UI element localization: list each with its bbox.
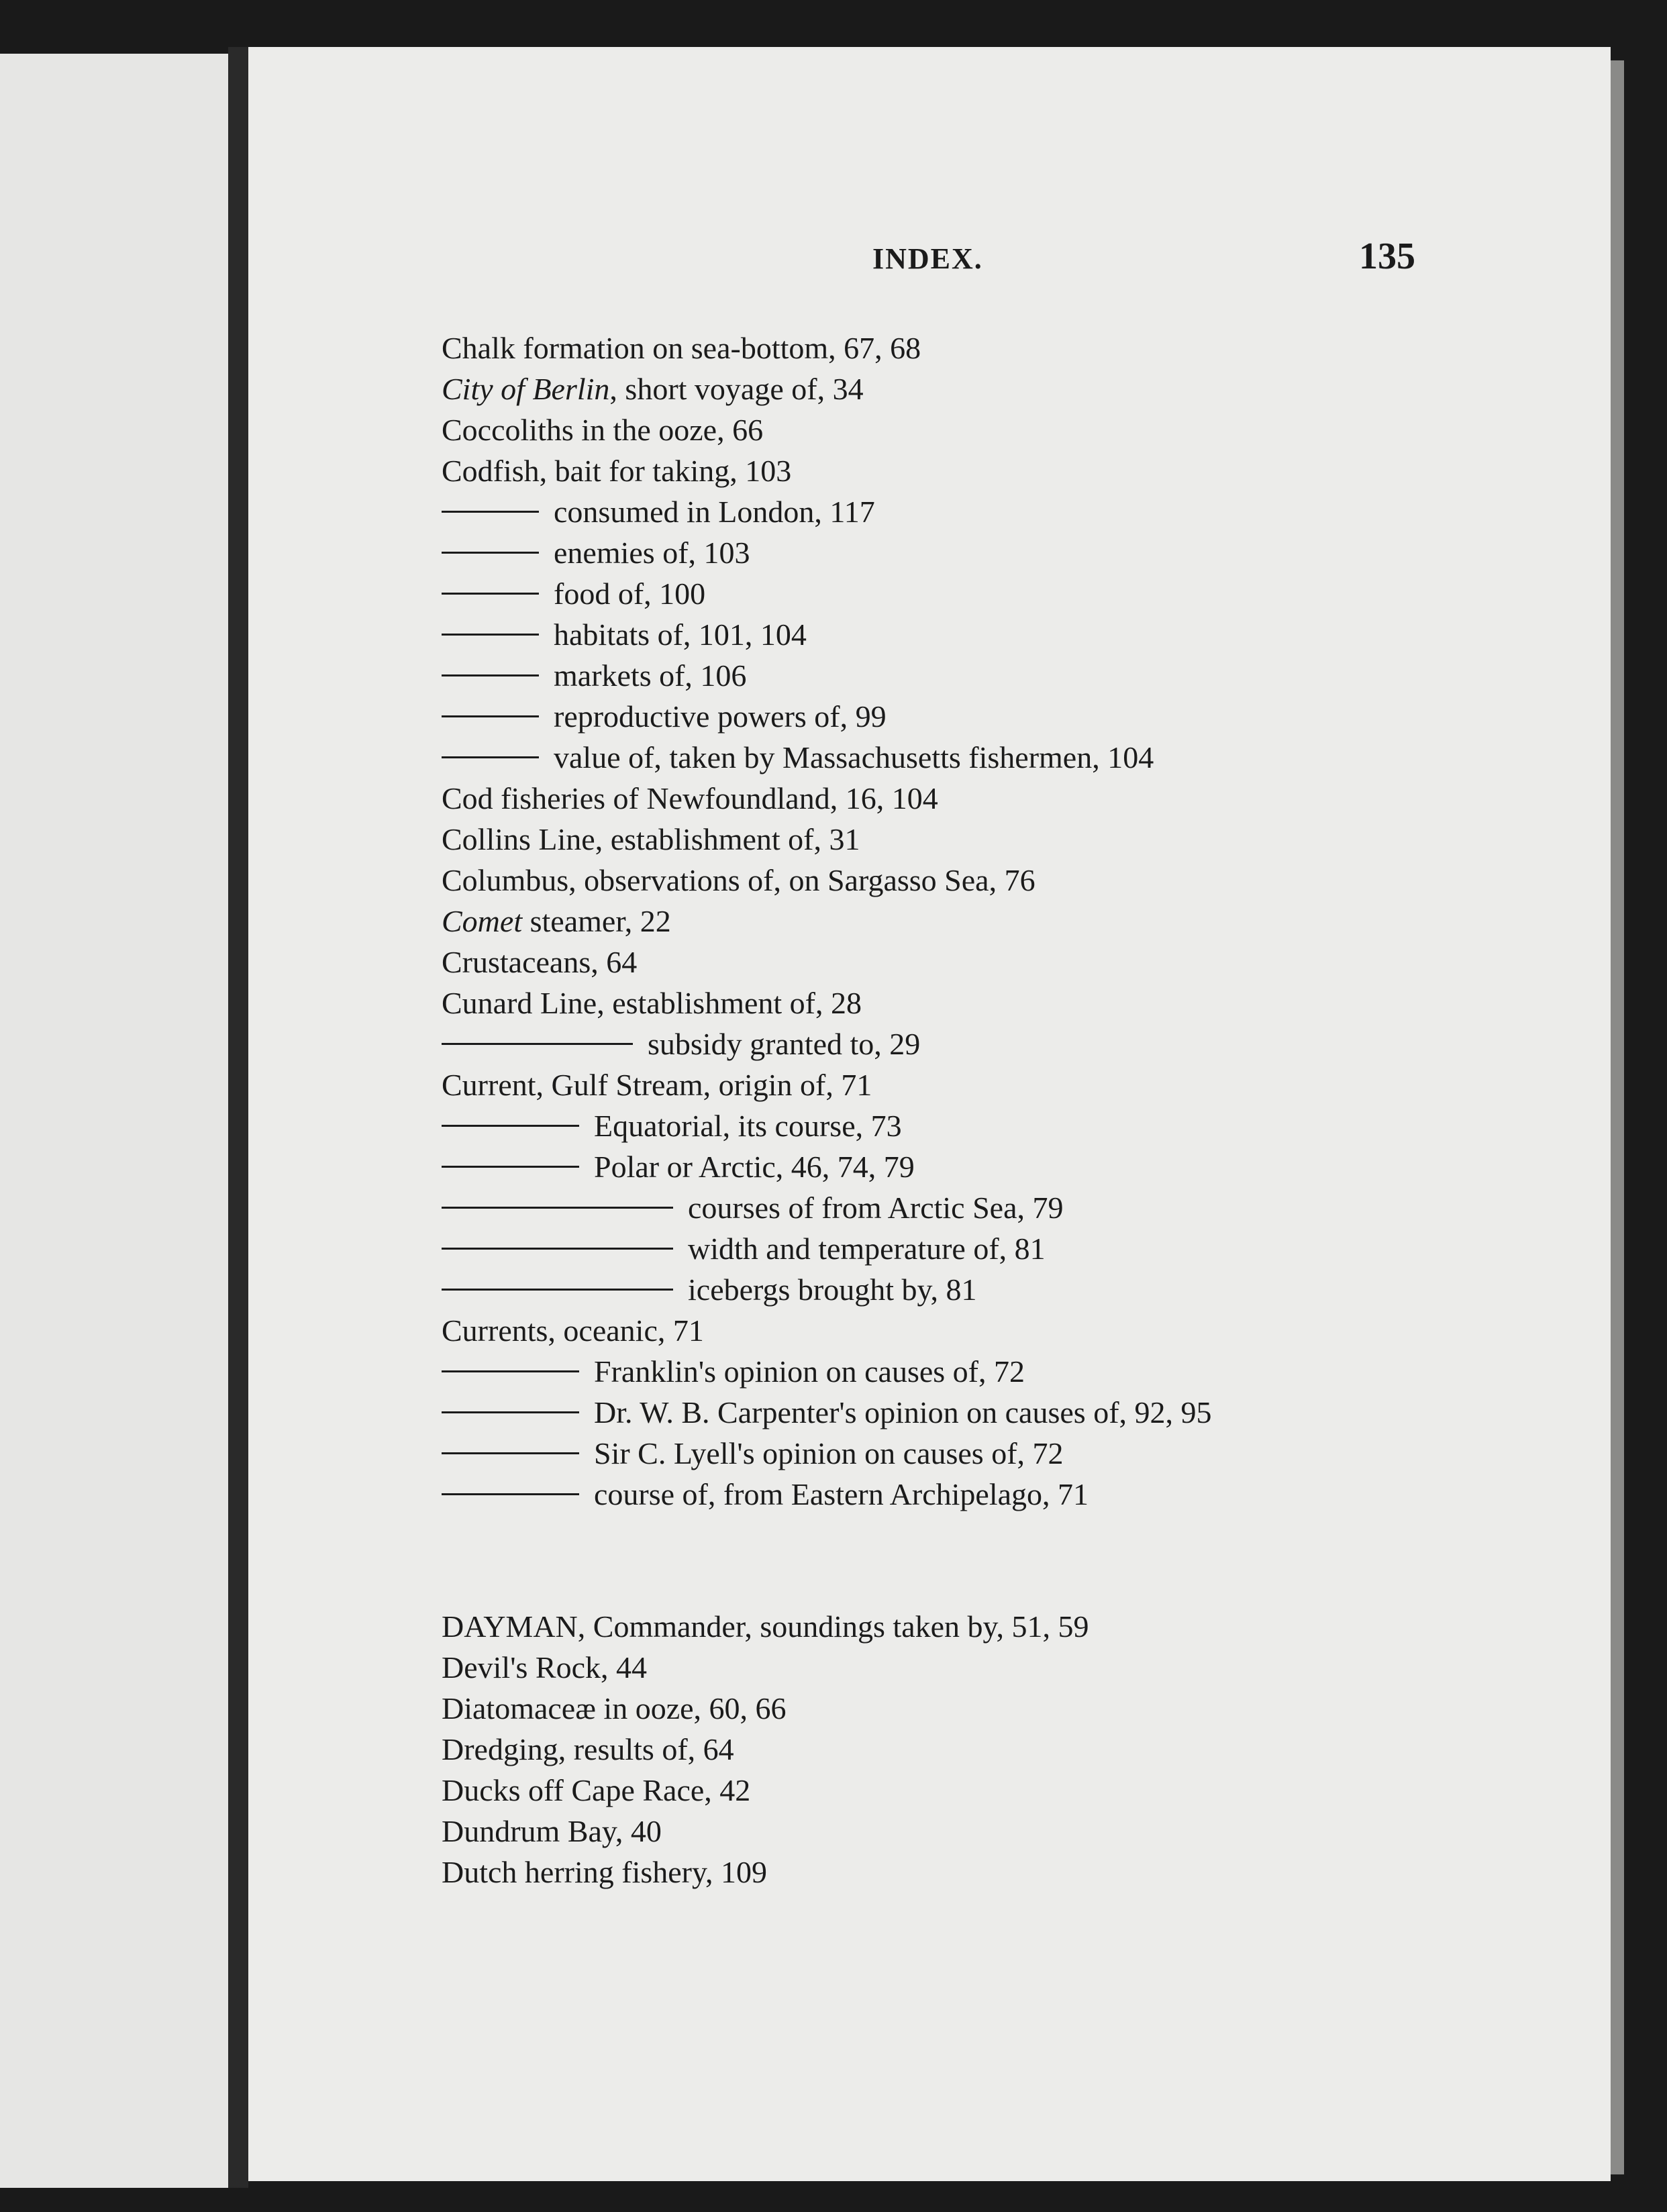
index-subentry (442, 1351, 1609, 1392)
entry-body: Dutch herring fishery, 109 (442, 1855, 767, 1889)
entry-body: Cunard Line, establishment of, 28 (442, 986, 862, 1020)
entry-text (594, 1105, 902, 1146)
index-subentry (442, 1023, 1609, 1064)
index-subentry (442, 491, 1609, 532)
page-number: 135 (1359, 236, 1415, 277)
entry-text (688, 1269, 977, 1310)
italic-term: Comet (442, 904, 523, 938)
entry-text (442, 778, 938, 819)
index-entry (442, 1310, 1609, 1351)
entry-body: Diatomaceæ in ooze, 60, 66 (442, 1691, 787, 1725)
ditto-dash (442, 1411, 579, 1413)
entry-body: markets of, 106 (554, 658, 747, 693)
ditto-dash (442, 511, 539, 513)
entry-body: Crustaceans, 64 (442, 945, 638, 979)
entry-text (554, 614, 807, 655)
entry-body: Devil's Rock, 44 (442, 1650, 647, 1685)
italic-term: City of Berlin (442, 372, 610, 406)
entry-text (442, 1688, 787, 1729)
index-entry (442, 1852, 1609, 1893)
ditto-dash (442, 1289, 673, 1291)
entry-text (442, 1770, 750, 1811)
index-subentry (442, 737, 1609, 778)
entry-text (594, 1146, 915, 1187)
ditto-dash (442, 1043, 633, 1045)
entry-text (554, 491, 875, 532)
ditto-dash (442, 1370, 579, 1372)
entry-text (442, 901, 671, 942)
entry-body: Cod fisheries of Newfoundland, 16, 104 (442, 781, 938, 815)
book-gutter (228, 47, 248, 2188)
entry-text (442, 983, 862, 1023)
entry-text (594, 1351, 1025, 1392)
entry-body: Dr. W. B. Carpenter's opinion on causes of, 92, 95 (594, 1395, 1212, 1429)
ditto-dash (442, 715, 539, 717)
index-entry (442, 1064, 1609, 1105)
left-page (0, 54, 228, 2188)
index-subentry (442, 1433, 1609, 1474)
entry-text (594, 1433, 1064, 1474)
index-subentry (442, 1146, 1609, 1187)
entry-text (442, 1647, 647, 1688)
index-subentry (442, 1474, 1609, 1515)
entry-body: Dundrum Bay, 40 (442, 1814, 662, 1848)
entry-text (442, 819, 860, 860)
index-entry (442, 328, 1609, 368)
entry-body: consumed in London, 117 (554, 495, 875, 529)
index-subentry (442, 1269, 1609, 1310)
index-subentry (442, 1187, 1609, 1228)
entry-body: Chalk formation on sea-bottom, 67, 68 (442, 331, 921, 365)
index-entry (442, 450, 1609, 491)
entry-text (554, 737, 1154, 778)
entry-body: , short voyage of, 34 (609, 372, 864, 406)
entry-body: Sir C. Lyell's opinion on causes of, 72 (594, 1436, 1064, 1470)
entry-body: enemies of, 103 (554, 536, 750, 570)
entry-body: DAYMAN, Commander, soundings taken by, 51, 59 (442, 1609, 1089, 1644)
entry-body: habitats of, 101, 104 (554, 617, 807, 652)
entry-text (688, 1228, 1046, 1269)
index-subentry (442, 1392, 1609, 1433)
entry-body: value of, taken by Massachusetts fishermen, 104 (554, 740, 1154, 774)
ditto-dash (442, 1125, 579, 1127)
entry-body: icebergs brought by, 81 (688, 1272, 977, 1307)
entry-body: Codfish, bait for taking, 103 (442, 454, 792, 488)
running-header: INDEX. (872, 242, 983, 275)
index-entry (442, 860, 1609, 901)
entry-text (442, 1064, 872, 1105)
entry-body: food of, 100 (554, 576, 706, 611)
entry-text (442, 328, 921, 368)
entry-text (594, 1392, 1212, 1433)
entry-text (442, 860, 1035, 901)
entry-body: Franklin's opinion on causes of, 72 (594, 1354, 1025, 1389)
index-entry (442, 983, 1609, 1023)
entry-text (442, 450, 791, 491)
ditto-dash (442, 1452, 579, 1454)
ditto-dash (442, 1248, 673, 1250)
entry-text (554, 696, 887, 737)
page-edge (1611, 60, 1624, 2174)
ditto-dash (442, 1207, 673, 1209)
entry-text (442, 1606, 1089, 1647)
ditto-dash (442, 552, 539, 554)
index-entries (442, 328, 1609, 1893)
entry-body: Columbus, observations of, on Sargasso Sea, 76 (442, 863, 1035, 897)
entry-text (442, 368, 864, 409)
entry-body: steamer, 22 (522, 904, 671, 938)
index-entry (442, 409, 1609, 450)
index-subentry (442, 532, 1609, 573)
index-entry (442, 1770, 1609, 1811)
ditto-dash (442, 1166, 579, 1168)
entry-text (648, 1023, 920, 1064)
index-subentry (442, 696, 1609, 737)
entry-text (442, 1729, 734, 1770)
entry-body: Collins Line, establishment of, 31 (442, 822, 860, 856)
entry-body: subsidy granted to, 29 (648, 1027, 921, 1061)
entry-body: courses of from Arctic Sea, 79 (688, 1191, 1064, 1225)
index-entry (442, 1811, 1609, 1852)
entry-body: course of, from Eastern Archipelago, 71 (594, 1477, 1089, 1511)
entry-text (442, 1310, 704, 1351)
index-entry (442, 778, 1609, 819)
index-entry (442, 942, 1609, 983)
entry-body: reproductive powers of, 99 (554, 699, 887, 734)
entry-body: Equatorial, its course, 73 (594, 1109, 902, 1143)
ditto-dash (442, 674, 539, 676)
index-entry (442, 901, 1609, 942)
index-entry (442, 368, 1609, 409)
ditto-dash (442, 634, 539, 636)
entry-body: Currents, oceanic, 71 (442, 1313, 704, 1348)
index-subentry (442, 573, 1609, 614)
index-entry (442, 819, 1609, 860)
entry-body: Current, Gulf Stream, origin of, 71 (442, 1068, 872, 1102)
entry-body: width and temperature of, 81 (688, 1231, 1046, 1266)
entry-text (688, 1187, 1064, 1228)
entry-text (554, 655, 746, 696)
entry-text (554, 573, 705, 614)
index-subentry (442, 1228, 1609, 1269)
index-entry (442, 1688, 1609, 1729)
index-entry (442, 1729, 1609, 1770)
entry-body: Dredging, results of, 64 (442, 1732, 734, 1766)
entry-text (442, 1852, 767, 1893)
entry-text (554, 532, 750, 573)
entry-text (442, 409, 763, 450)
index-subentry (442, 1105, 1609, 1146)
entry-text (442, 942, 637, 983)
ditto-dash (442, 593, 539, 595)
entry-body: Polar or Arctic, 46, 74, 79 (594, 1150, 915, 1184)
index-subentry (442, 655, 1609, 696)
entry-text (594, 1474, 1089, 1515)
entry-body: Ducks off Cape Race, 42 (442, 1773, 751, 1807)
ditto-dash (442, 756, 539, 758)
index-entry (442, 1647, 1609, 1688)
entry-text (442, 1811, 662, 1852)
index-subentry (442, 614, 1609, 655)
ditto-dash (442, 1493, 579, 1495)
entry-body: Coccoliths in the ooze, 66 (442, 413, 764, 447)
index-entry (442, 1606, 1609, 1647)
